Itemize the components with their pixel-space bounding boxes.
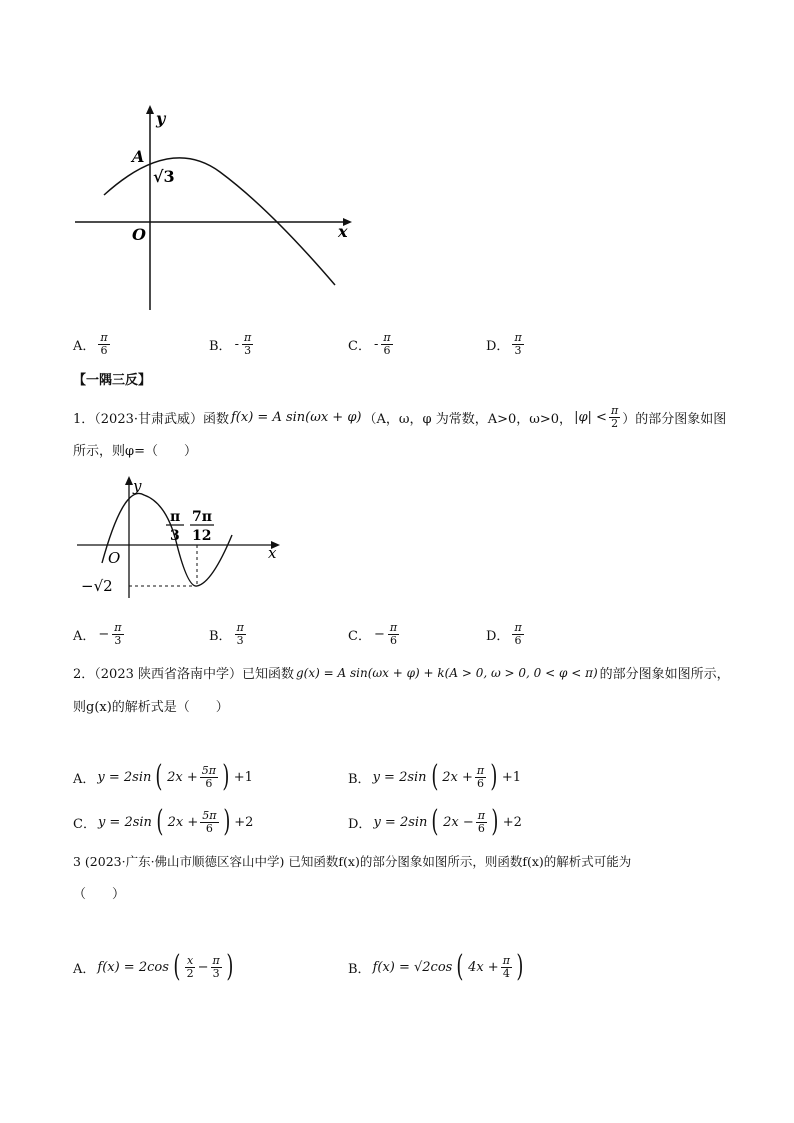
tick1-num: π	[170, 509, 181, 525]
q2-option-c[interactable]: C． y = 2sin ( 2x + $\frac{5\pi}{6}$ ) +2	[73, 804, 254, 839]
q1-text-line2: 所示，则φ=（ ）	[73, 444, 197, 459]
q1-option-b[interactable]: B． $\frac{\pi}{3}$	[209, 621, 244, 647]
q0-option-b[interactable]: B． - $\frac{\pi}{3}$	[209, 331, 252, 357]
q1-option-d[interactable]: D． $\frac{\pi}{6}$	[486, 621, 522, 647]
q1-text: 1．（2023·甘肃武威）函数 f(x) = A sin(ωx + φ) （A，ω，φ 为常数，A>0，ω>0， |φ| < $\frac{\pi}{2}$ ）的部分图象如图	[73, 404, 727, 430]
q0-option-c[interactable]: C． - $\frac{\pi}{6}$	[348, 331, 391, 357]
section-header: 【一隅三反】	[73, 373, 152, 388]
q2-option-a[interactable]: A． y = 2sin ( 2x + $\frac{5\pi}{6}$ ) +1	[73, 759, 253, 794]
sqrt3-label: √3	[153, 167, 175, 186]
min-label: −√2	[81, 577, 113, 595]
graph-2	[72, 473, 287, 603]
y-label: y	[156, 109, 166, 128]
curve	[102, 493, 232, 586]
q3-text: 3 (2023·广东·佛山市顺德区容山中学) 已知函数f(x)的部分图象如图所示，则函数f(x)的解析式可能为	[73, 854, 632, 869]
q3-text-line2: （ ）	[73, 887, 126, 902]
q2-text: 2．（2023 陕西省洛南中学）已知函数 g(x) = A sin(ωx + φ) + k(A > 0, ω > 0, 0 < φ < π) 的部分图象如图所示，	[73, 665, 730, 682]
A-label: A	[132, 147, 145, 166]
tick1-den: 3	[170, 528, 180, 544]
q2-option-d[interactable]: D． y = 2sin ( 2x − $\frac{\pi}{6}$ ) +2	[348, 804, 522, 839]
q0-option-d[interactable]: D． $\frac{\pi}{3}$	[486, 331, 522, 357]
q2-option-b[interactable]: B． y = 2sin ( 2x + $\frac{\pi}{6}$ ) +1	[348, 759, 522, 794]
origin-label: O	[132, 225, 146, 244]
tick2-num: 7π	[192, 509, 212, 525]
q3-option-a[interactable]: A． f(x) = 2cos ( $\frac{x}{2}$ − $\frac{\pi}{3}$ )	[73, 949, 234, 984]
origin-label: O	[108, 549, 121, 567]
graph-1	[60, 100, 360, 315]
q1-option-c[interactable]: C． − $\frac{\pi}{6}$	[348, 621, 398, 647]
tick2-den: 12	[192, 528, 212, 544]
x-label: x	[338, 222, 348, 241]
q3-option-b[interactable]: B． f(x) = √2cos ( 4x + $\frac{\pi}{4}$ )	[348, 949, 524, 984]
y-arrow	[146, 105, 154, 114]
y-label: y	[133, 477, 142, 495]
q2-text-line2: 则g(x)的解析式是（ ）	[73, 700, 229, 715]
x-label: x	[268, 544, 277, 562]
q0-option-a[interactable]: A． $\frac{\pi}{6}$	[73, 331, 108, 357]
y-arrow	[125, 476, 133, 485]
q1-option-a[interactable]: A． − $\frac{\pi}{3}$	[73, 621, 122, 647]
